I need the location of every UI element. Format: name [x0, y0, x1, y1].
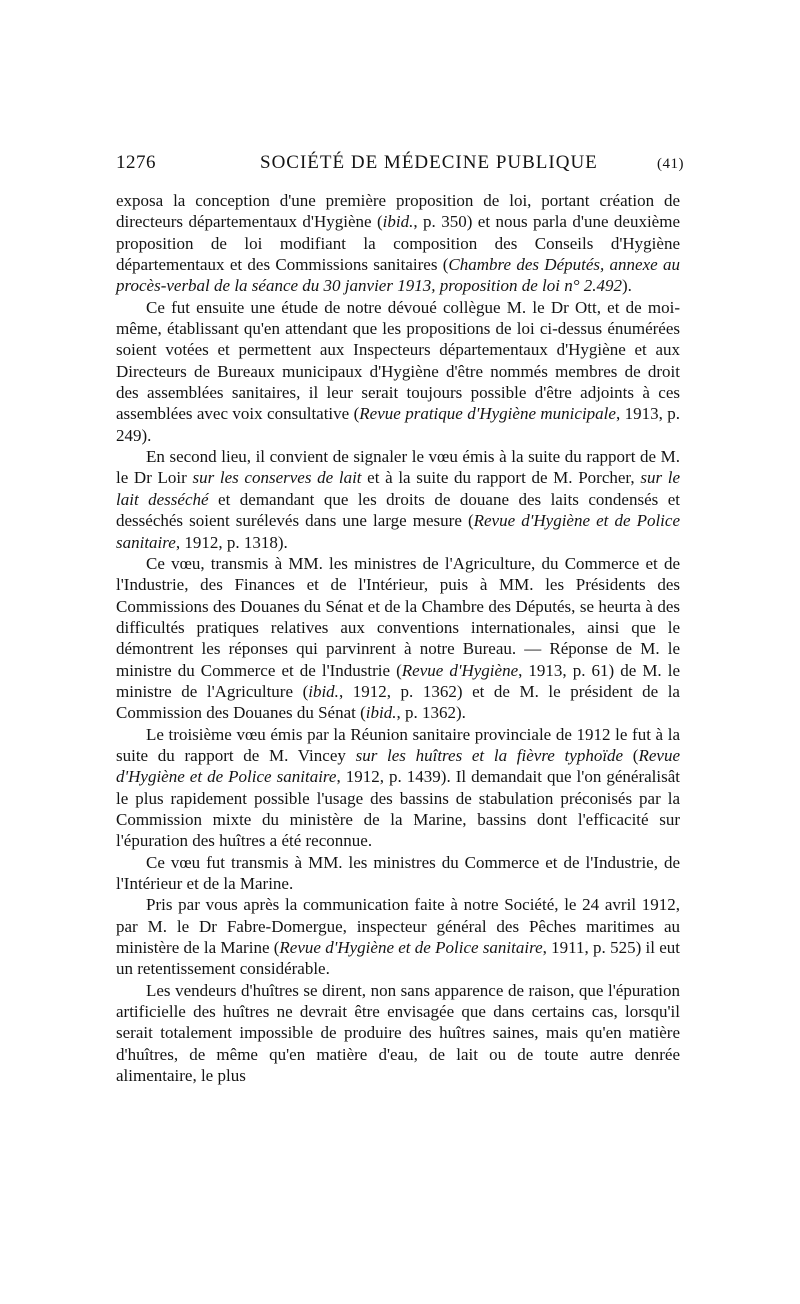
- italic-text: sur le lait desséché: [116, 468, 680, 509]
- italic-text: sur les huîtres et la fièvre typhoïde: [355, 745, 624, 765]
- text-run: , 1913, p. 61) de M. le ministre de l'Agriculture (: [116, 660, 680, 701]
- italic-text: ibid.: [308, 681, 339, 701]
- paragraph: [116, 446, 680, 553]
- text-run: Pris par vous après la communication faite à notre Société, le 24 avril 1912, par M. le Dr Fabre-Domergue, inspecteur général des Pêches maritimes au ministère de la Marine (: [116, 895, 680, 958]
- text-run: Ce vœu fut transmis à MM. les ministres du Commerce et de l'Industrie, de l'Intérieur et de la Marine.: [116, 852, 680, 893]
- text-run: et demandant que les droits de douane des laits condensés et desséchés soient surélevés dans une large mesure (: [116, 489, 680, 531]
- text-run: Ce vœu, transmis à MM. les ministres de l'Agriculture, du Commerce et de l'Industrie, des Finances et de l'Intérieur, puis à MM. les Présidents des Commissions des Douanes du Sénat et de la Chambre des Députés, se heurta à des difficultés pratiques relatives aux conventions internationales, ainsi que le démontrent les réponses qui parvinrent à notre Bureau. — Réponse de M. le ministre du Commerce et de l'Industrie (: [116, 553, 680, 680]
- text-run: , 1912, p. 1362) et de M. le président de la Commission des Douanes du Sénat (: [116, 681, 680, 723]
- italic-text: ibid.: [382, 212, 414, 232]
- text-run: , 1913, p. 249).: [116, 404, 681, 445]
- chapter-mark: (41): [657, 156, 684, 172]
- text-run: ).: [622, 276, 632, 296]
- text-run: , p. 350) et nous parla d'une deuxième proposition de loi modifiant la composition des Conseils d'Hygiène départementaux et des Commissions sanitaires (: [116, 212, 680, 275]
- italic-text: Revue pratique d'Hygiène municipale: [359, 404, 616, 424]
- paragraph: [116, 724, 680, 852]
- text-run: Ce fut ensuite une étude de notre dévoué collègue M. le Dr Ott, et de moi-même, établissant qu'en attendant que les propositions de loi ci-dessus énumérées soient votées et permettent aux Inspecteurs départementaux d'Hygiène et aux Directeurs de Bureaux municipaux d'Hygiène d'être nommés membres de droit des assemblées sanitaires, il leur serait toujours possible d'être adjoints à ces assemblées avec voix consultative (: [116, 297, 680, 424]
- running-title: SOCIÉTÉ DE MÉDECINE PUBLIQUE: [260, 152, 598, 173]
- text-run: , 1912, p. 1318).: [175, 532, 288, 552]
- paragraph: [116, 553, 680, 724]
- page-number: 1276: [116, 152, 156, 173]
- page-header: [116, 148, 684, 178]
- paragraph: [116, 190, 680, 297]
- text-run: En second lieu, il convient de signaler le vœu émis à la suite du rapport de M. le Dr Loir: [116, 447, 680, 488]
- paragraph: [116, 980, 680, 1087]
- text-run: (: [623, 745, 639, 765]
- text-run: , 1911, p. 525) il eut un retentissement considérable.: [116, 938, 681, 979]
- paragraph: [116, 297, 680, 446]
- paragraph: [116, 894, 680, 979]
- italic-text: sur les conserves de lait: [192, 468, 362, 488]
- text-run: et à la suite du rapport de M. Porcher,: [361, 468, 641, 488]
- text-run: Le troisième vœu émis par la Réunion sanitaire provinciale de 1912 le fut à la suite du rapport de M. Vincey: [116, 724, 680, 765]
- body-text: [116, 190, 680, 1086]
- italic-text: Revue d'Hygiène et de Police sanitaire: [116, 511, 680, 552]
- text-run: exposa la conception d'une première proposition de loi, portant création de directeurs départementaux d'Hygiène (: [116, 191, 680, 232]
- italic-text: ibid.: [365, 703, 397, 723]
- italic-text: Revue d'Hygiène et de Police sanitaire: [279, 938, 543, 958]
- text-run: , 1912, p. 1439). Il demandait que l'on généralisât le plus rapidement possible l'usage des bassins de stabulation préconisés par la Commission mixte du ministère de la Marine, bassins dont l'efficacité sur l'épuration des huîtres a été reconnue.: [116, 767, 681, 851]
- italic-text: Chambre des Députés, annexe au procès-verbal de la séance du 30 janvier 1913, proposition de loi n° 2.492: [116, 255, 680, 296]
- text-run: , p. 1362).: [396, 703, 466, 723]
- italic-text: Revue d'Hygiène: [401, 660, 519, 680]
- italic-text: Revue d'Hygiène et de Police sanitaire: [116, 745, 680, 787]
- paragraph: [116, 852, 680, 895]
- text-run: Les vendeurs d'huîtres se dirent, non sans apparence de raison, que l'épuration artificielle des huîtres ne devrait être envisagée que dans certains cas, lorsqu'il serait totalement impossible de produire des huîtres saines, mais qu'en matière d'huîtres, de même qu'en matière d'eau, de lait ou de toute autre denrée alimentaire, le plus: [116, 980, 680, 1086]
